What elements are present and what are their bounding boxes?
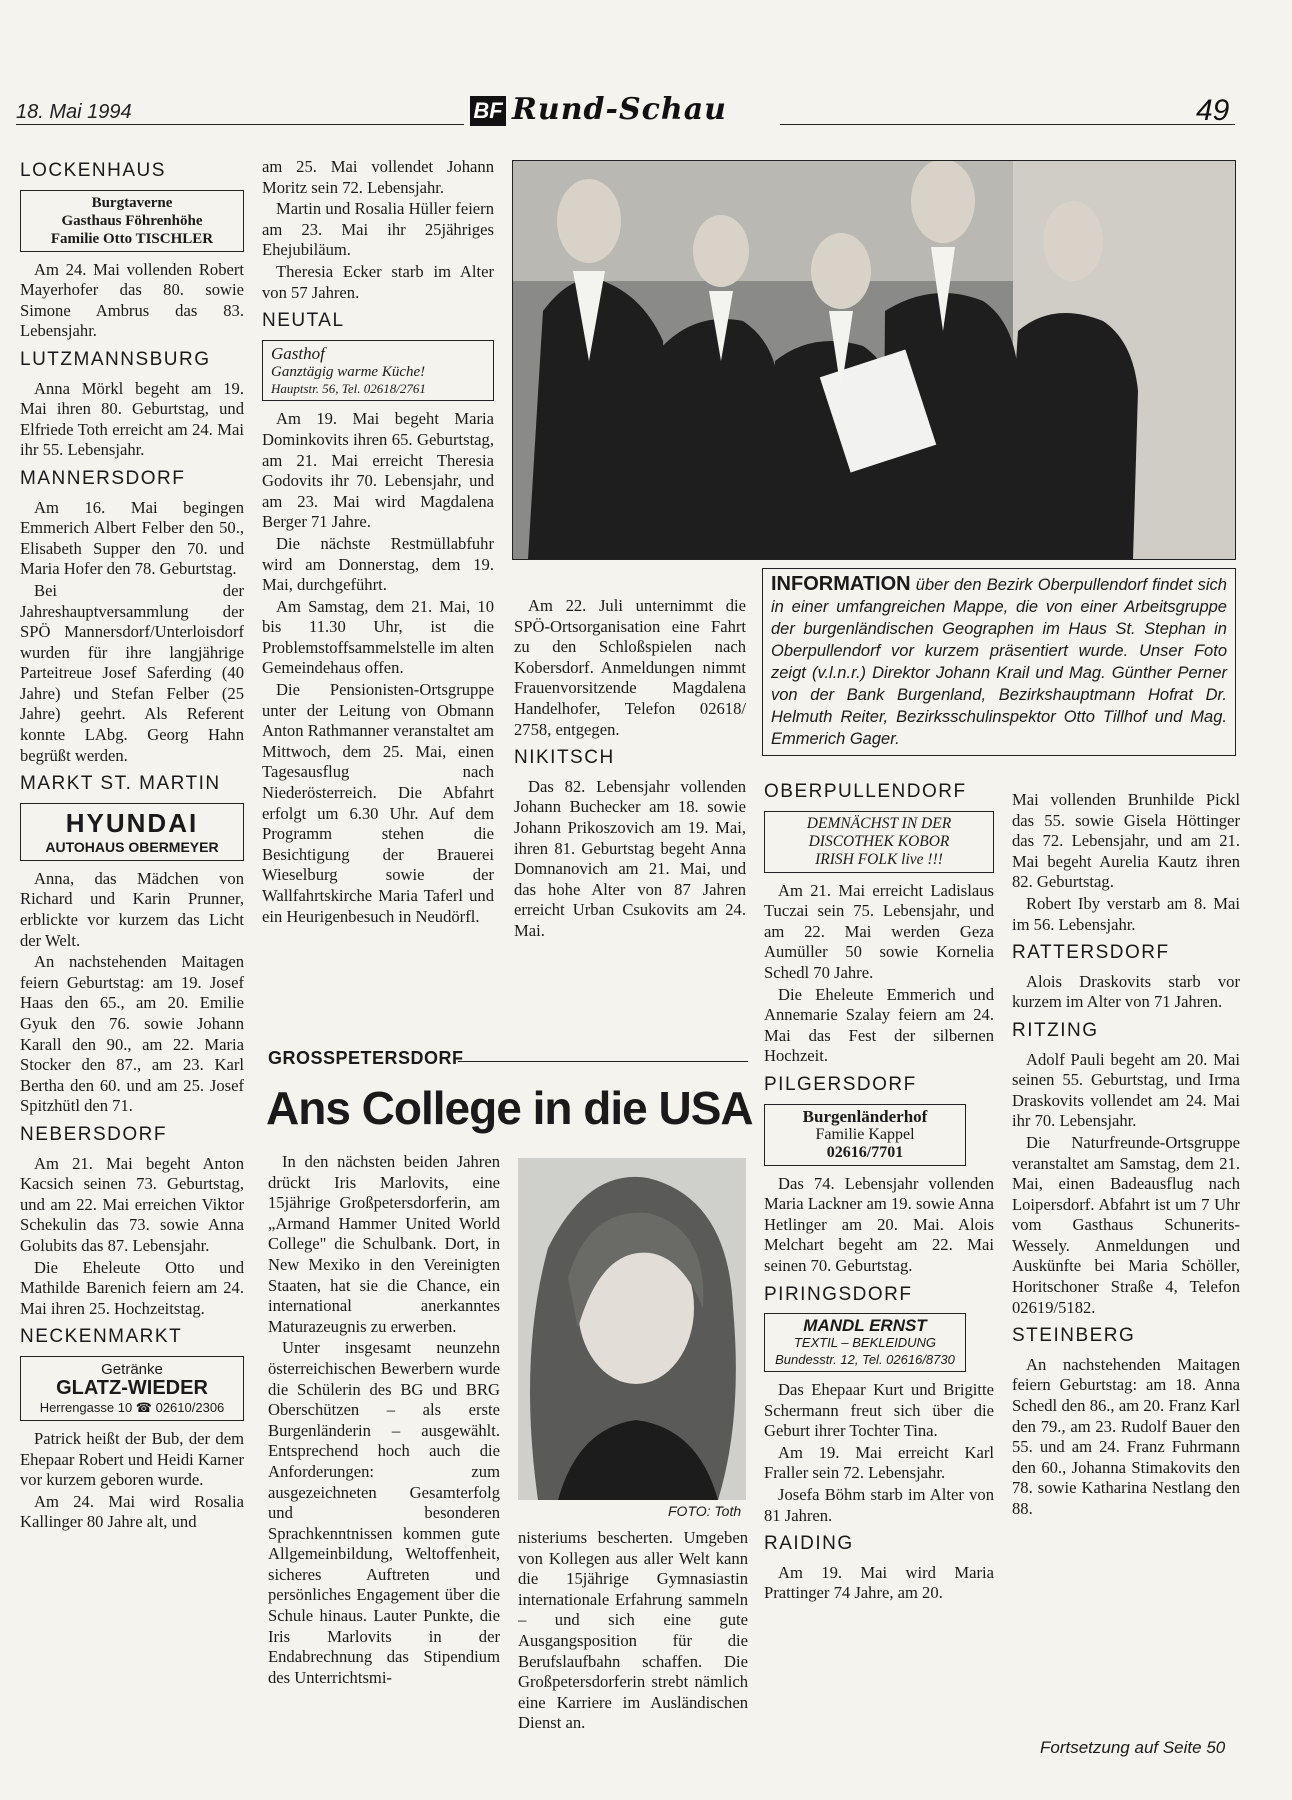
paragraph: Am 22. Juli unternimmt die SPÖ-Ortsorganisation eine Fahrt zu den Schloßspielen nach Kobersdorf. Anmeldungen nimmt Frauenvorsitzende Magdalena Handelhofer, Telefon 02618/ 2758, entgegen. <box>514 596 746 739</box>
heading-neutal: NEUTAL <box>262 310 345 332</box>
paragraph: Am 19. Mai wird Maria Prattinger 74 Jahre, am 20. <box>764 1562 994 1603</box>
heading-steinberg: STEINBERG <box>1012 1325 1136 1347</box>
info-lead: INFORMATION <box>771 573 911 595</box>
heading-piringsdorf: PIRINGSDORF <box>764 1283 913 1305</box>
paragraph: Am 16. Mai begingen Emmerich Albert Felber den 50., Elisabeth Supper den 70. und Maria Hofer den 78. Geburtstag. <box>20 497 244 579</box>
info-box <box>762 568 1236 756</box>
paragraph: am 25. Mai vollendet Johann Moritz sein 72. Lebensjahr. <box>262 157 494 197</box>
heading-oberpullendorf: OBERPULLENDORF <box>764 781 967 802</box>
feature-headline: Ans College in die USA <box>266 1082 753 1134</box>
paragraph: Am 19. Mai erreicht Karl Fraller sein 72. Lebensjahr. <box>764 1442 994 1483</box>
ad-line: Familie Otto TISCHLER <box>50 230 214 247</box>
photo-credit: FOTO: Toth <box>668 1503 742 1519</box>
paragraph: In den nächsten beiden Jahren drückt Iris Marlovits, eine 15jährige Großpetersdorferin, am „Armand Hammer United World College" die Schulbank. Dort, in New Mexiko in den Vereinigten Staaten, hat sie die Chance, ein international anerkanntes Maturazeugnis zu erwerben. <box>268 1152 500 1336</box>
header-rule-left <box>16 124 464 125</box>
heading-raiding: RAIDING <box>764 1533 854 1555</box>
feature-column-right <box>518 1528 748 1735</box>
paragraph: An nachstehenden Maitagen feiern Geburtstag: am 19. Josef Haas den 65., am 20. Emilie Gyuk den 76. sowie Johann Karall den 90., am 22. Maria Stocker den 87., am 23. Karl Bertha den 60. und am 25. Josef Spitzhütl den 71. <box>20 952 244 1116</box>
header-logo <box>470 96 506 126</box>
ad-line: Getränke <box>101 1360 163 1378</box>
heading-ritzing: RITZING <box>1012 1019 1099 1041</box>
ad-line: AUTOHAUS OBERMEYER <box>45 838 219 855</box>
info-text: über den Bezirk Oberpullendorf findet sich in einer umfangreichen Mappe, die von einer Arbeitsgruppe der burgenländischen Geographen im Haus St. Stephan in Oberpullendorf vor kurzem präsentiert wurde. Unser Foto zeigt (v.l.n.r.) Direktor Johann Krail und Mag. Günther Perner von der Bank Burgenland, Bezirkshauptmann Hofrat Dr. Helmuth Reiter, Bezirksschulinspektor Otto Tillhof und Mag. Emmerich Gager. <box>771 576 1227 748</box>
heading-pilgersdorf: PILGERSDORF <box>764 1073 917 1095</box>
header-date: 18. Mai 1994 <box>16 101 132 123</box>
ad-hyundai <box>20 803 244 861</box>
paragraph: Anna, das Mädchen von Richard und Karin Prunner, erblickte vor kurzem das Licht der Welt. <box>20 868 244 950</box>
paragraph: Alois Draskovits starb vor kurzem im Alter von 71 Jahren. <box>1012 971 1240 1012</box>
ad-line: Bundesstr. 12, Tel. 02616/8730 <box>775 1352 955 1368</box>
portrait-image <box>518 1158 746 1500</box>
paragraph: An nachstehenden Maitagen feiern Geburtstag: am 18. Anna Schedl den 86., am 20. Franz Karl den 79., am 23. Rudolf Bauer den 55. und am 24. Franz Fuhrmann den 60., Johanna Stimakovits den 78. sowie Katharina Nestlang den 88. <box>1012 1354 1240 1518</box>
paragraph: nisteriums bescherten. Umgeben von Kollegen aus aller Welt kann die 15jährige Gymnasiastin internationale Erfahrung sammeln – und sich eine gute Ausgangsposition für die Berufslaufbahn schaffen. Die Großpetersdorferin strebt nämlich eine Karriere im Ausländischen Dienst an. <box>518 1528 748 1733</box>
ad-line: DEMNÄCHST IN DER <box>806 814 952 832</box>
paragraph: Anna Mörkl begeht am 19. Mai ihren 80. Geburtstag, und Elfriede Toth erreicht am 24. Mai ihr 55. Lebensjahr. <box>20 378 244 460</box>
paragraph: Mai vollenden Brunhilde Pickl das 55. sowie Gisela Höttinger das 72. Lebensjahr, und am 21. Mai begeht Aurelia Kautz ihren 82. Geburtstag. <box>1012 790 1240 892</box>
paragraph: Am 21. Mai erreicht Ladislaus Tuczai sein 75. Lebensjahr, und am 22. Mai werden Geza Aumüller 50 sowie Kornelia Schedl 70 Jahre. <box>764 880 994 982</box>
ad-mandl-ernst <box>764 1313 966 1372</box>
ad-line: Burgtaverne <box>91 194 173 211</box>
ad-line: DISCOTHEK KOBOR <box>808 832 950 850</box>
ad-line: GLATZ-WIEDER <box>56 1376 208 1399</box>
ad-line: Familie Kappel <box>815 1125 915 1143</box>
column-6 <box>1012 790 1240 1521</box>
column-5 <box>764 782 994 1605</box>
ad-discothek <box>764 811 994 873</box>
ad-line: Gasthaus Föhrenhöhe <box>61 212 203 229</box>
paragraph: Unter insgesamt neunzehn österreichischen Bewerbern wurde die Schülerin des BG und BRG Oberschützen – als erste Burgenländerin – ausgewählt. Entsprechend hoch auch die Anforderungen: zum ausgezeichneten Gesamterfolg und besonderen Sprachkenntnissen kommen gute Allgemeinbildung, Weltoffenheit, sicheres Auftreten und persönliches Engagement über die Schule hinaus. Lauter Punkte, die Iris Marlovits in der Endabrechnung das Stipendium des Unterrichtsmi- <box>268 1338 500 1687</box>
group-photo-image <box>513 161 1235 559</box>
ad-glatz-wieder <box>20 1356 244 1421</box>
group-photo <box>512 160 1236 560</box>
paragraph: Am 24. Mai vollenden Robert Mayerhofer das 80. sowie Simone Ambrus das 83. Lebensjahr. <box>20 259 244 341</box>
header-logo-text: BF <box>473 98 503 123</box>
paragraph: Theresia Ecker starb im Alter von 57 Jahren. <box>262 261 494 302</box>
paragraph: Am 24. Mai wird Rosalia Kallinger 80 Jahre alt, und <box>20 1491 244 1532</box>
feature-column-left <box>268 1152 500 1689</box>
ad-line: HYUNDAI <box>65 807 199 838</box>
heading-markt-st-martin: MARKT ST. MARTIN <box>20 773 221 795</box>
ad-gasthof <box>262 340 494 402</box>
paragraph: Robert Iby verstarb am 8. Mai im 56. Lebensjahr. <box>1012 893 1240 934</box>
heading-nebersdorf: NEBERSDORF <box>20 1123 167 1145</box>
paragraph: Josefa Böhm starb im Alter von 81 Jahren. <box>764 1485 994 1525</box>
heading-mannersdorf: MANNERSDORF <box>20 467 186 489</box>
paragraph: Am 19. Mai begeht Maria Dominkovits ihren 65. Geburtstag, am 21. Mai erreicht Theresia Godovits ihr 70. Lebensjahr, und am 23. Mai wird Magdalena Berger 71 Jahre. <box>262 409 494 532</box>
paragraph: Die Eheleute Emmerich und Annemarie Szalay feiern am 24. Mai das Fest der silbernen Hochzeit. <box>764 984 994 1066</box>
feature-kicker-rule <box>458 1061 748 1062</box>
paragraph: Adolf Pauli begeht am 20. Mai seinen 55. Geburtstag, und Irma Draskovits vollendet am 24. Mai ihr 70. Lebensjahr. <box>1012 1049 1240 1131</box>
heading-rattersdorf: RATTERSDORF <box>1012 942 1170 964</box>
paragraph: Die Naturfreunde-Ortsgruppe veranstaltet am Samstag, dem 21. Mai, einen Badeausflug nach Loipersdorf. Abfahrt ist um 7 Uhr vom Gasthaus Schunerits-Wessely. Anmeldungen und Auskünfte bei Maria Schöller, Horitschoner Straße 4, Telefon 02619/5182. <box>1012 1132 1240 1317</box>
heading-neckenmarkt: NECKENMARKT <box>20 1326 183 1348</box>
paragraph: Am 21. Mai begeht Anton Kacsich seinen 73. Geburtstag, und am 22. Mai erreichen Viktor Schekulin das 73. sowie Anna Golubits das 87. Lebensjahr. <box>20 1153 244 1255</box>
heading-lockenhaus: LOCKENHAUS <box>20 160 166 181</box>
paragraph: Die nächste Restmüllabfuhr wird am Donnerstag, dem 19. Mai, durchgeführt. <box>262 533 494 595</box>
ad-burgenlaenderhof <box>764 1104 966 1166</box>
ad-line: MANDL ERNST <box>803 1316 927 1336</box>
paragraph: Am Samstag, dem 21. Mai, 10 bis 11.30 Uhr, ist die Problemstoffsammelstelle im alten Gemeindehaus offen. <box>262 596 494 678</box>
paragraph: Das 82. Lebensjahr vollenden Johann Buchecker am 18. sowie Johann Prikoszovich am 19. Mai, ihren 81. Geburtstag begeht Anna Domnanovich am 21. Mai, und das hohe Alter von 87 Jahren erreicht Urban Csukovits am 24. Mai. <box>514 776 746 940</box>
ad-line: Ganztägig warme Küche! <box>271 364 426 381</box>
ad-line: 02616/7701 <box>826 1143 904 1161</box>
ad-burgtaverne <box>20 190 244 252</box>
ad-line: Gasthof <box>271 343 325 363</box>
continued-note: Fortsetzung auf Seite 50 <box>1040 1738 1226 1757</box>
page-number: 49 <box>1196 94 1230 127</box>
header-title: Rund-Schau <box>512 92 727 127</box>
paragraph: Das Ehepaar Kurt und Brigitte Schermann freut sich über die Geburt ihrer Tochter Tina. <box>764 1380 994 1441</box>
heading-lutzmannsburg: LUTZMANNSBURG <box>20 348 211 370</box>
ad-line: TEXTIL – BEKLEIDUNG <box>793 1335 937 1351</box>
ad-line: Burgenländerhof <box>802 1106 928 1126</box>
header-rule-right <box>780 124 1235 125</box>
feature-kicker: GROSSPETERSDORF <box>268 1048 464 1068</box>
paragraph: Die Eheleute Otto und Mathilde Barenich feiern am 24. Mai ihren 25. Hochzeitstag. <box>20 1257 244 1318</box>
paragraph: Martin und Rosalia Hüller feiern am 23. Mai ihr 25jähriges Ehejubiläum. <box>262 199 494 260</box>
paragraph: Das 74. Lebensjahr vollenden Maria Lackner am 19. sowie Anna Hetlinger am 20. Mai. Alois Melchart begeht am 22. Mai seinen 70. Geburtstag. <box>764 1173 994 1275</box>
paragraph: Die Pensionisten-Ortsgruppe unter der Leitung von Obmann Anton Rathmanner veranstaltet am Mittwoch, dem 25. Mai, einen Tagesausflug nach Niederösterreich. Die Abfahrt erfolgt um 6.30 Uhr. Auf dem Programm stehen die Besichtigung der Brauerei Wieselburg sowie der Wallfahrtskirche Maria Taferl und ein Heurigenbesuch in Neudörfl. <box>262 680 494 926</box>
column-2 <box>262 157 494 928</box>
portrait-photo <box>518 1158 746 1500</box>
column-1 <box>20 153 244 1534</box>
ad-line: IRISH FOLK live !!! <box>815 850 943 868</box>
column-3 <box>514 596 746 943</box>
ad-line: Herrengasse 10 ☎ 02610/2306 <box>39 1399 225 1415</box>
paragraph: Bei der Jahreshauptversammlung der SPÖ Mannersdorf/Unterloisdorf wurden für ihre langjährige Parteitreue Josef Saferding (40 Jahre) und Stefan Felber (25 Jahre) geehrt. Als Referent konnte LAbg. Georg Hahn begrüßt werden. <box>20 580 244 765</box>
ad-line: Hauptstr. 56, Tel. 02618/2761 <box>271 381 426 397</box>
paragraph: Patrick heißt der Bub, der dem Ehepaar Robert und Heidi Karner vor kurzem geboren wurde. <box>20 1428 244 1490</box>
heading-nikitsch: NIKITSCH <box>514 747 615 769</box>
